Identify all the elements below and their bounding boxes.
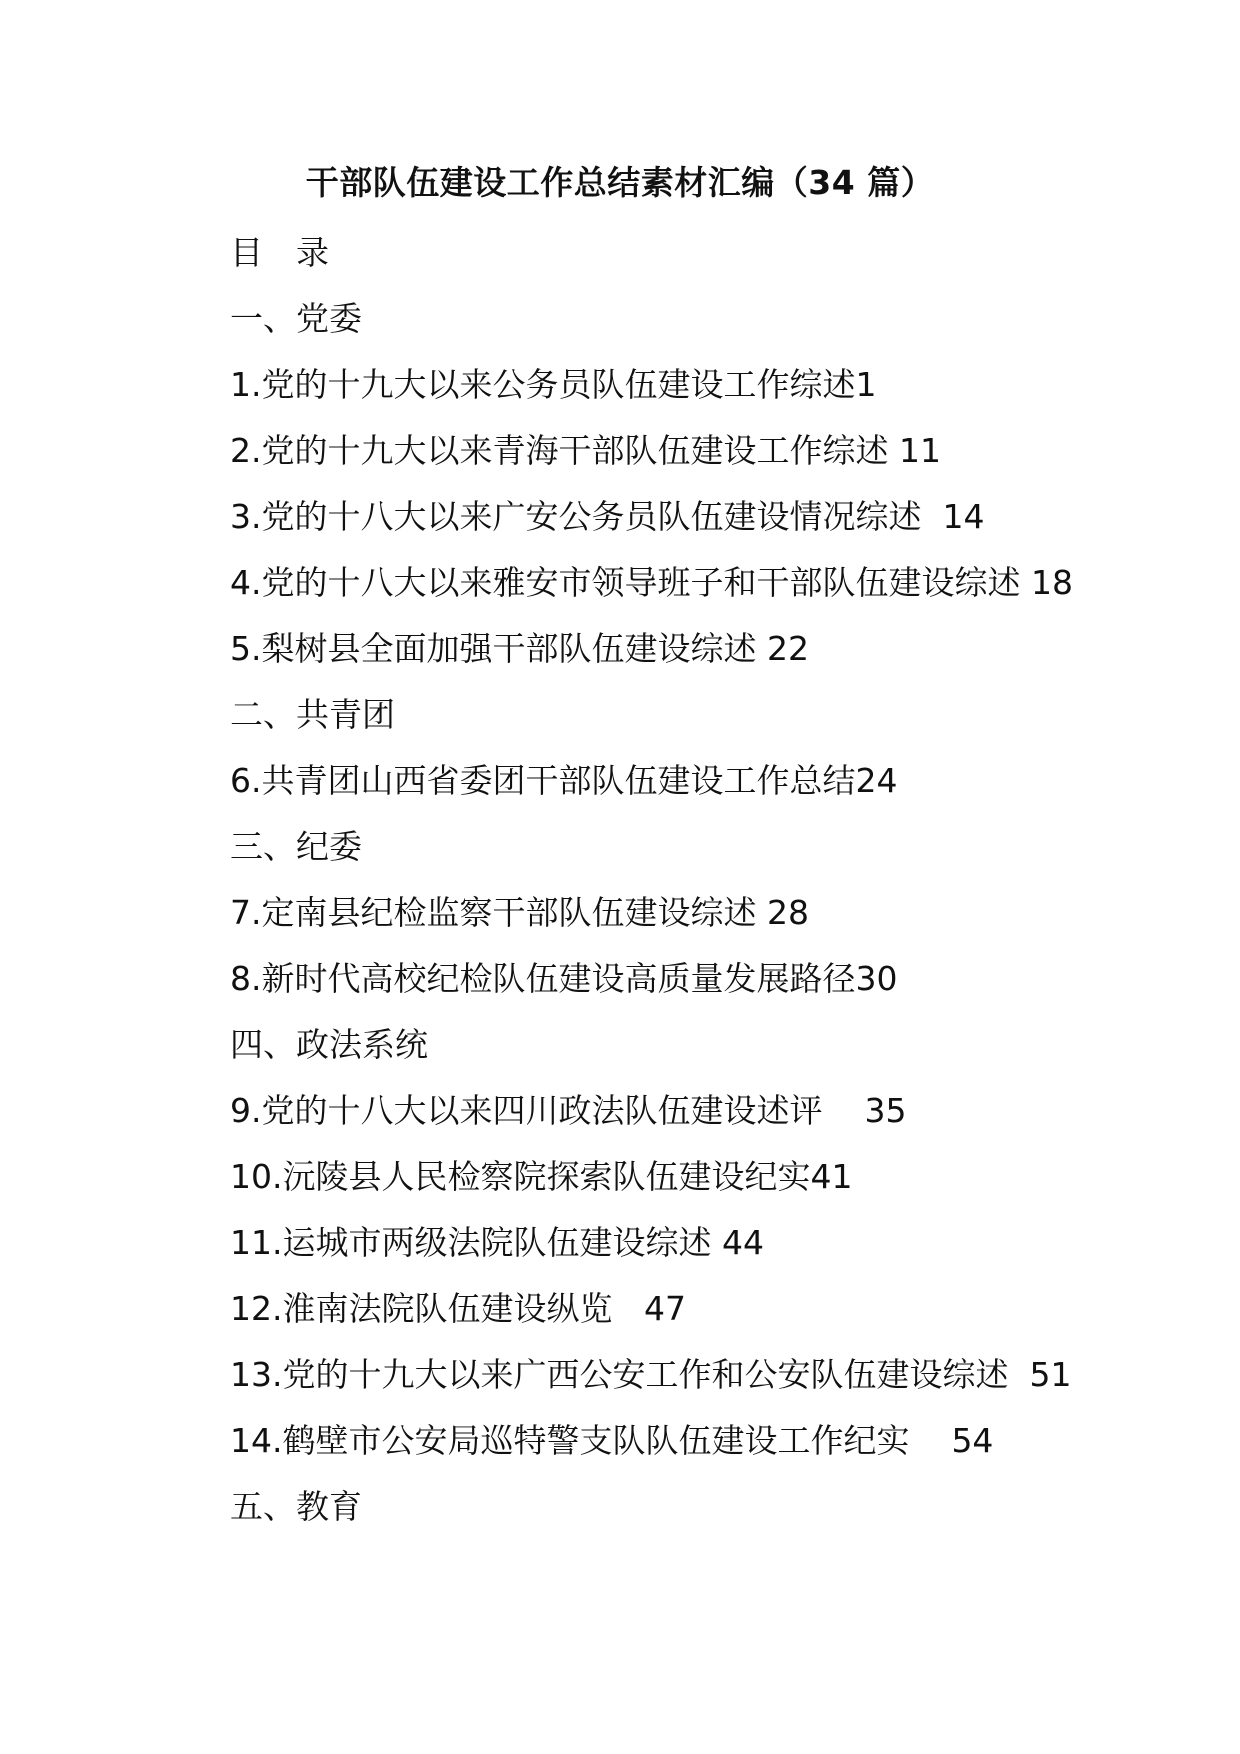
toc-entry: 3.党的十八大以来广安公务员队伍建设情况综述 14 bbox=[230, 497, 985, 536]
toc-entry: 8.新时代高校纪检队伍建设高质量发展路径30 bbox=[230, 959, 898, 998]
toc-entry: 5.梨树县全面加强干部队伍建设综述 22 bbox=[230, 629, 809, 668]
toc-entry: 4.党的十八大以来雅安市领导班子和干部队伍建设综述 18 bbox=[230, 563, 1073, 602]
toc-entry: 6.共青团山西省委团干部队伍建设工作总结24 bbox=[230, 761, 898, 800]
toc-entry: 14.鹤壁市公安局巡特警支队队伍建设工作纪实 54 bbox=[230, 1421, 994, 1460]
document-title: 干部队伍建设工作总结素材汇编（34 篇） bbox=[305, 163, 935, 202]
toc-section-heading: 五、教育 bbox=[230, 1487, 362, 1526]
toc-entry: 7.定南县纪检监察干部队伍建设综述 28 bbox=[230, 893, 809, 932]
toc-section-heading: 三、纪委 bbox=[230, 827, 362, 866]
toc-entry: 2.党的十九大以来青海干部队伍建设工作综述 11 bbox=[230, 431, 941, 470]
toc-section-heading: 四、政法系统 bbox=[230, 1025, 428, 1064]
toc-heading: 目 录 bbox=[230, 233, 329, 272]
toc-entry: 10.沅陵县人民检察院探索队伍建设纪实41 bbox=[230, 1157, 853, 1196]
toc-entry: 9.党的十八大以来四川政法队伍建设述评 35 bbox=[230, 1091, 907, 1130]
toc-entry: 13.党的十九大以来广西公安工作和公安队伍建设综述 51 bbox=[230, 1355, 1072, 1394]
toc-entry: 12.淮南法院队伍建设纵览 47 bbox=[230, 1289, 686, 1328]
toc-section-heading: 一、党委 bbox=[230, 299, 362, 338]
table-of-contents bbox=[230, 228, 1073, 1548]
toc-section-heading: 二、共青团 bbox=[230, 695, 395, 734]
toc-entry: 1.党的十九大以来公务员队伍建设工作综述1 bbox=[230, 365, 877, 404]
toc-entry: 11.运城市两级法院队伍建设综述 44 bbox=[230, 1223, 764, 1262]
